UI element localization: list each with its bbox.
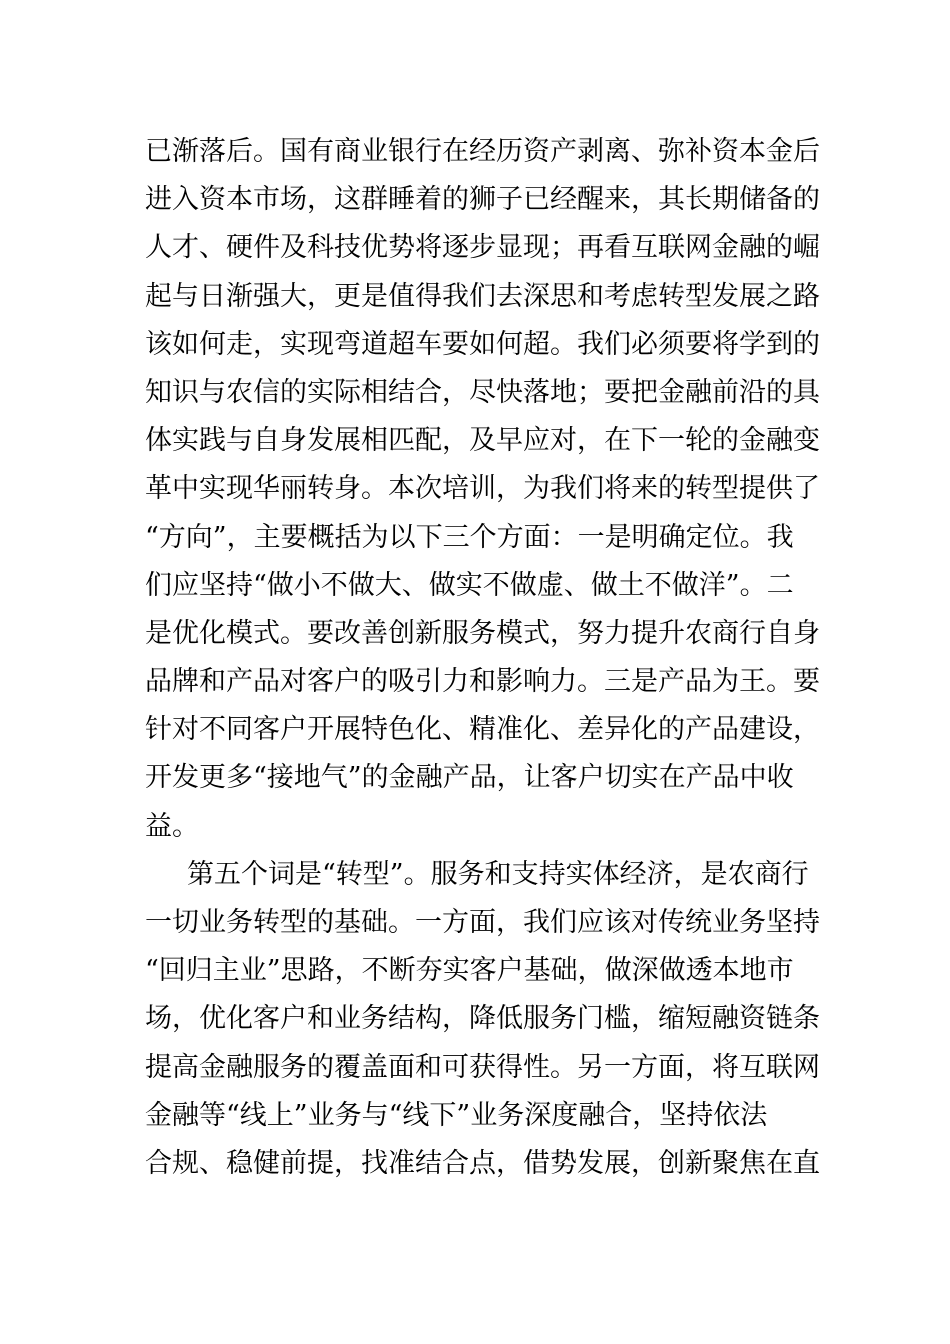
paragraph-start-line: 第五个词是“转型”。服务和支持实体经济，是农商行 — [187, 858, 809, 890]
text-line: 场，优化客户和业务结构，降低服务门槛，缩短融资链条 — [145, 1003, 820, 1035]
text-line: 该如何走，实现弯道超车要如何超。我们必须要将学到的 — [145, 328, 820, 360]
text-line: 是优化模式。要改善创新服务模式，努力提升农商行自身 — [145, 617, 820, 649]
text-line: 开发更多“接地气”的金融产品，让客户切实在产品中收 — [145, 762, 794, 794]
text-line: 起与日渐强大，更是值得我们去深思和考虑转型发展之路 — [145, 280, 820, 312]
text-line: 知识与农信的实际相结合，尽快落地；要把金融前沿的具 — [145, 376, 820, 408]
text-line: 益。 — [145, 810, 199, 842]
text-line: “方向”，主要概括为以下三个方面：一是明确定位。我 — [145, 521, 794, 553]
text-line: 已渐落后。国有商业银行在经历资产剥离、弥补资本金后 — [145, 136, 820, 167]
text-line: 合规、稳健前提，找准结合点，借势发展，创新聚焦在直 — [145, 1147, 820, 1179]
text-line: 革中实现华丽转身。本次培训，为我们将来的转型提供了 — [145, 473, 820, 505]
text-line: 一切业务转型的基础。一方面，我们应该对传统业务坚持 — [145, 907, 820, 938]
text-line: 提高金融服务的覆盖面和可获得性。另一方面，将互联网 — [145, 1051, 820, 1083]
body-text — [145, 128, 820, 1188]
text-line: 品牌和产品对客户的吸引力和影响力。三是产品为王。要 — [145, 666, 820, 698]
text-line: 体实践与自身发展相匹配，及早应对，在下一轮的金融变 — [145, 425, 820, 457]
text-line: 人才、硬件及科技优势将逐步显现；再看互联网金融的崛 — [145, 232, 820, 264]
text-line: 们应坚持“做小不做大、做实不做虚、做土不做洋”。二 — [145, 569, 794, 601]
text-line: “回归主业”思路，不断夯实客户基础，做深做透本地市 — [145, 955, 794, 987]
text-line: 金融等“线上”业务与“线下”业务深度融合，坚持依法 — [145, 1099, 768, 1131]
text-line: 进入资本市场，这群睡着的狮子已经醒来，其长期储备的 — [145, 184, 820, 216]
text-line: 针对不同客户开展特色化、精准化、差异化的产品建设， — [145, 714, 820, 746]
